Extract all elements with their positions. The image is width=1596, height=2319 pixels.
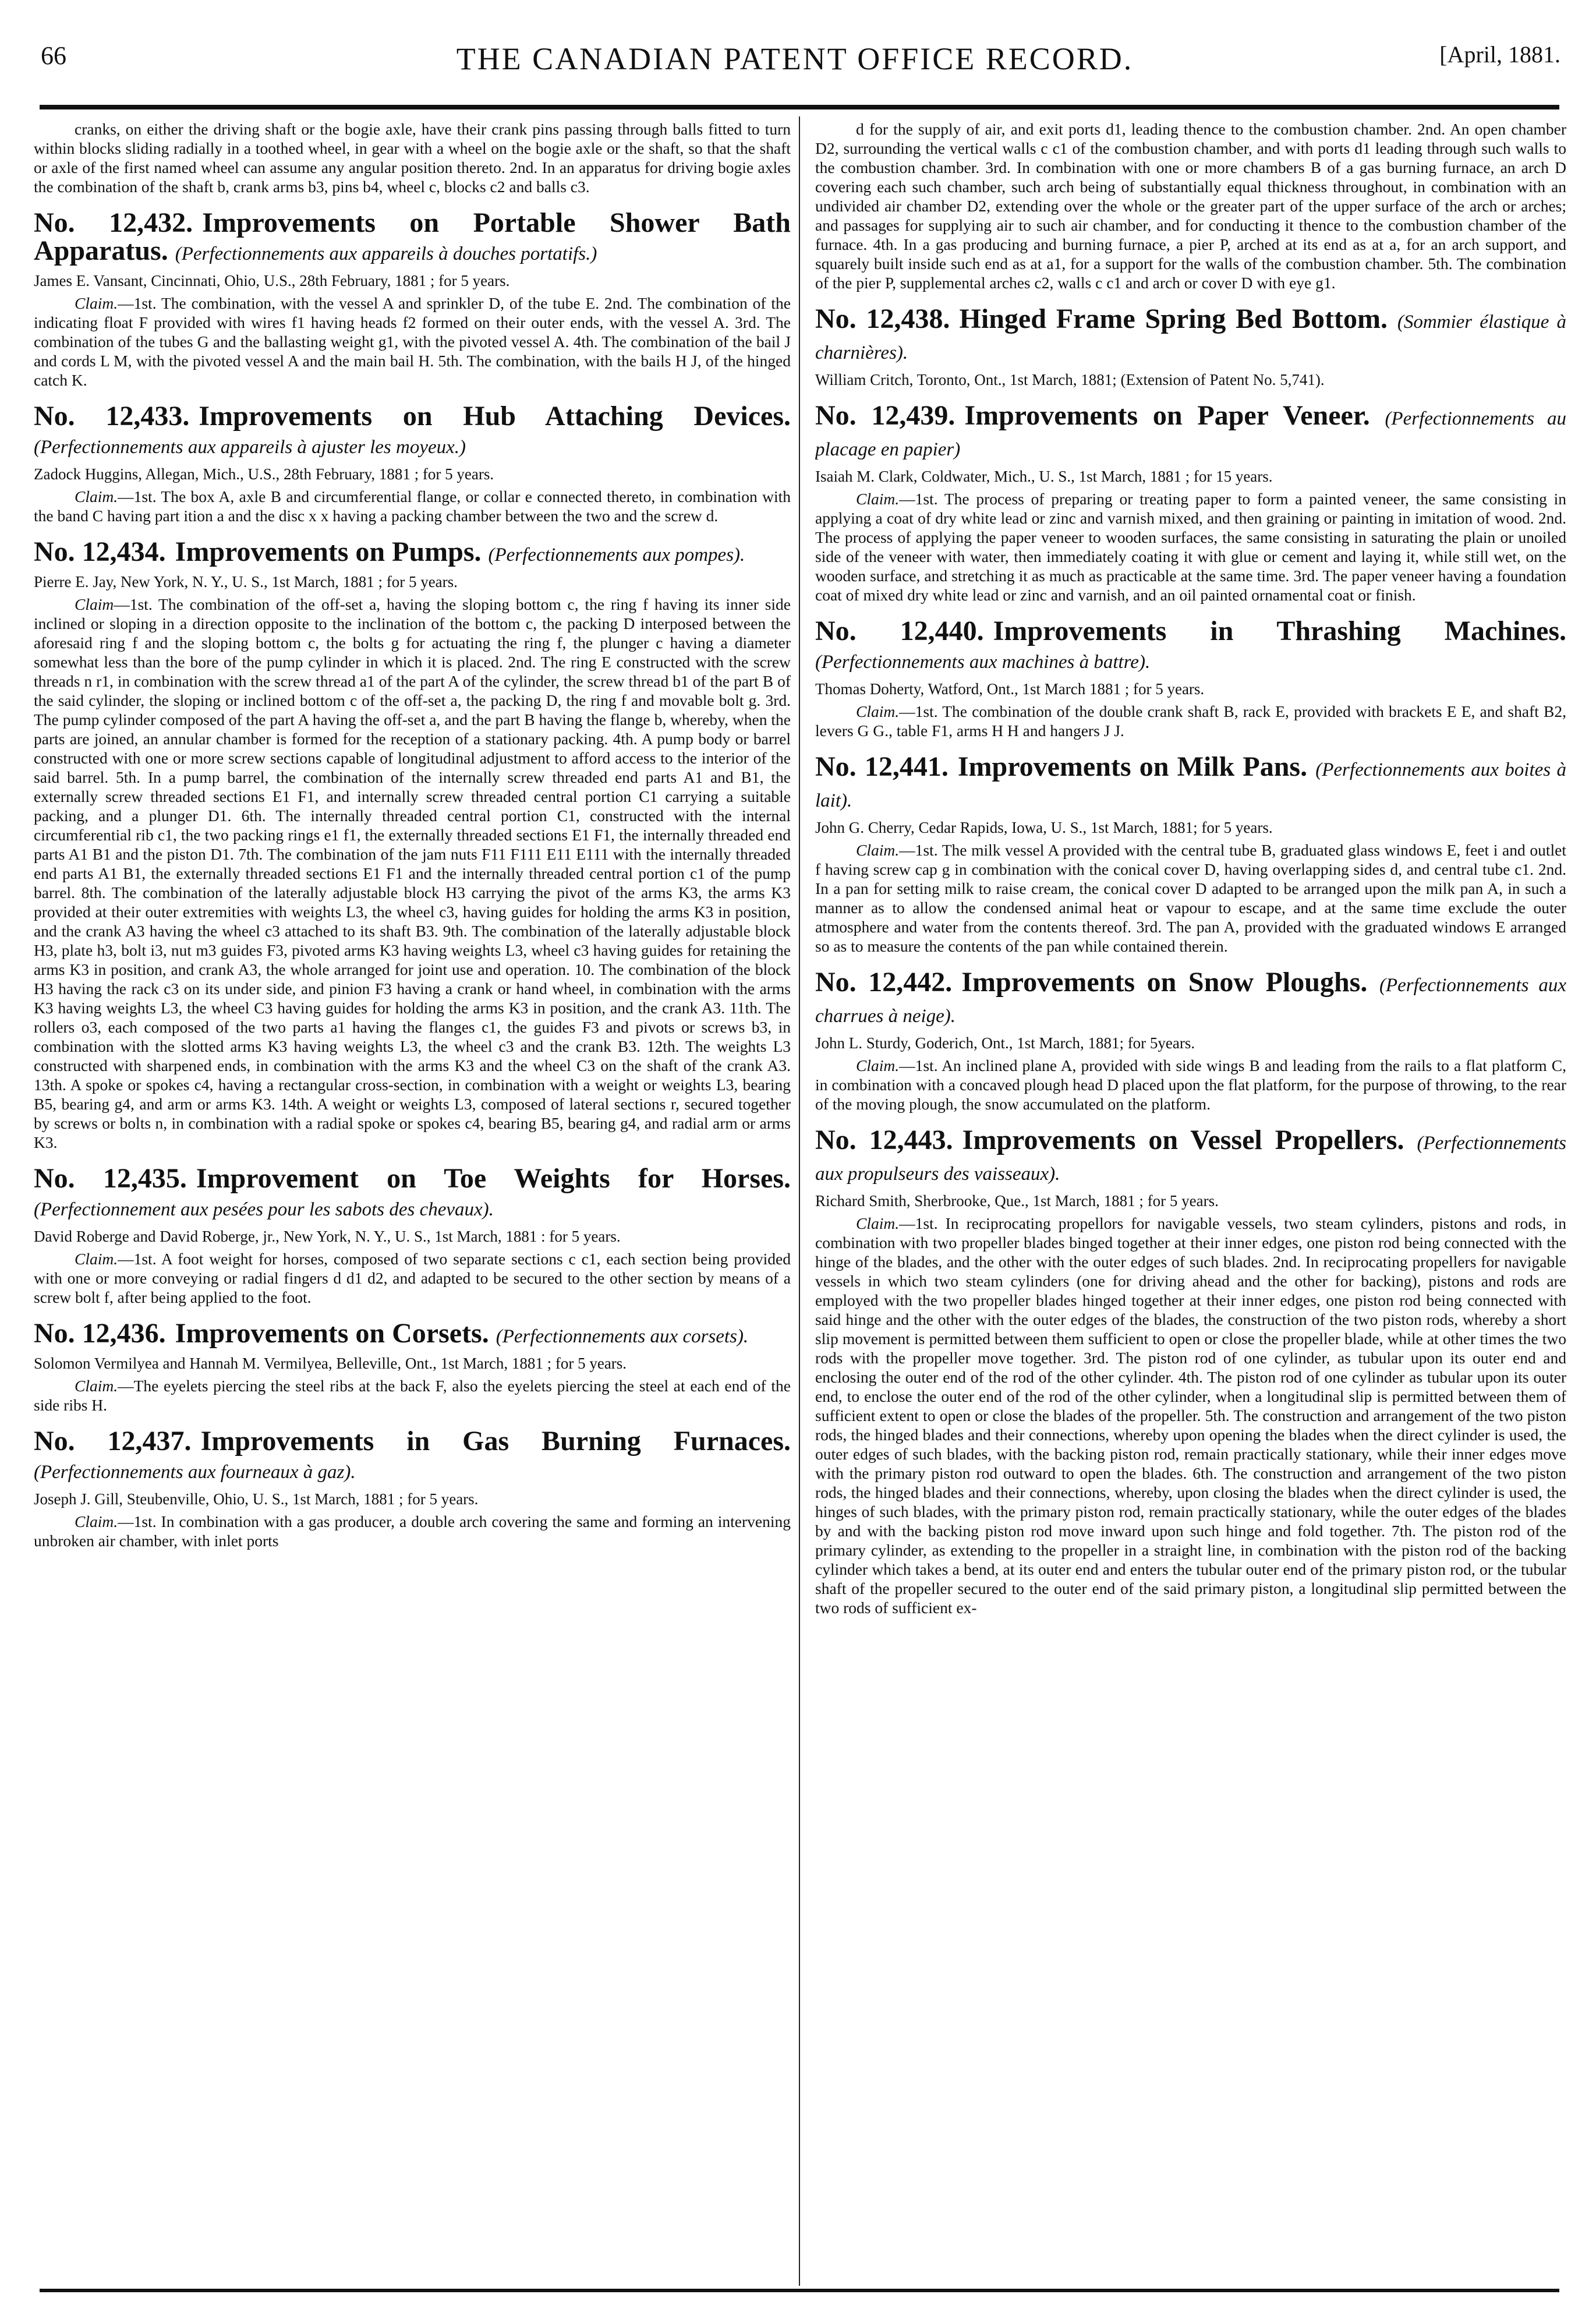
patent-claim [815,1056,1566,1113]
patent-french-title: (Perfectionnements aux pompes). [488,545,745,565]
claim-text: —1st. The box A, axle B and circumferential flange, or collar e connected thereto, in combination with the band C having part ition a and the disc x x having a packing chamber between the two and the screw d. [34,487,791,525]
claim-label: Claim. [856,841,900,859]
patent-heading [815,402,1566,464]
patent-number: No. 12,438. [815,303,950,334]
patent-number: No. 12,436. [34,1318,166,1349]
right-entries [815,305,1566,1617]
claim-label: Claim. [75,1250,118,1268]
patent-claim [815,702,1566,740]
patent-number: No. 12,434. [34,536,166,567]
patent-title: Improvements on Corsets. [175,1318,489,1349]
patent-french-title: (Perfectionnements aux propulseurs des vaisseaux). [815,1133,1566,1185]
patent-entry [815,305,1566,389]
patent-title: Improvements on Portable Shower Bath Apparatus. [34,207,791,266]
left-entries [34,209,791,1550]
patent-entry [815,968,1566,1113]
patent-french-title: (Perfectionnements aux charrues à neige). [815,975,1566,1027]
patent-applicant: William Critch, Toronto, Ont., 1st March, 1881; (Extension of Patent No. 5,741). [815,371,1325,388]
patent-french-title: (Perfectionnements aux boites à lait). [815,759,1566,811]
left-column [34,119,791,2286]
continued-text: d for the supply of air, and exit ports d1, leading thence to the combustion chamber. 2nd. An open chamber D2, surrounding the vertical walls c c1 of the combustion chamber, and with ports d1 leading through such walls to the combustion chamber. 3rd. In combination with one or more chambers B of a gas burning furnace, an arch D covering each such chamber, such arch being of substantially equal thickness throughout, in combination with an undivided air chamber D2, extending over the whole or the greater part of the upper surface of the arch or arches; and passages for supplying air to such air chamber, and for conducting it thence to the combustion chamber of the furnace. 4th. In a gas producing and burning furnace, a pier P, arched at its end as at a, for an arch support, and squarely built inside such end as at a1, for a support for the walls of the combustion chamber. 5th. The combination of the pier P, supplemental arches c2, walls c c1 and arch or cover D with eye g1. [815,120,1566,292]
patent-french-title: (Sommier élastique à charnières). [815,312,1566,363]
footer-rule [40,2289,1559,2292]
claim-label: Claim. [75,294,118,312]
patent-claim [34,1376,791,1415]
patent-title: Improvements on Paper Veneer. [964,400,1370,431]
patent-claim [815,1214,1566,1617]
claim-text: —1st. The process of preparing or treating paper to form a painted veneer, the same consisting in applying a coat of dry white lead or zinc and varnish mixed, and then graining or painting in imitation of wood. 2nd. The process of applying the paper veneer to wooden surfaces, the same consisting in saturating the plain or unoiled side of the veneer with water, then immediately coating it with glue or cement and laying it, while still wet, on the wooden surface, and stretching it as much as practicable at the same time. 3rd. The paper veneer having a foundation coat of mixed dry white lead or zinc and varnish, and an oil painted ornamental coat or finish. [815,490,1566,604]
patent-french-title: (Perfectionnements aux machines à battre). [815,652,1151,673]
claim-label: Claim. [75,1512,118,1530]
patent-entry [34,1427,791,1550]
patent-claim [815,840,1566,956]
patent-applicant: David Roberge and David Roberge, jr., New York, N. Y., U. S., 1st March, 1881 : for 5 years. [34,1228,621,1245]
patent-applicant: John G. Cherry, Cedar Rapids, Iowa, U. S., 1st March, 1881; for 5 years. [815,819,1273,836]
patent-title: Hinged Frame Spring Bed Bottom. [959,303,1388,334]
patent-number: No. 12,441. [815,751,949,782]
patent-claim [34,1512,791,1550]
patent-french-title: (Perfectionnements aux appareils à douches portatifs.) [175,243,597,264]
patent-heading [34,1320,791,1351]
patent-french-title: (Perfectionnements aux appareils à ajuster les moyeux.) [34,437,466,458]
patent-applicant: John L. Sturdy, Goderich, Ont., 1st March, 1881; for 5years. [815,1034,1195,1052]
claim-text: —1st. An inclined plane A, provided with side wings B and leading from the rails to a flat platform C, in combination with a concaved plough head D placed upon the flat platform, for the purpose of throwing, to the rear of the moving plough, the snow accumulated on the platform. [815,1056,1566,1113]
patent-heading [815,617,1566,676]
patent-heading [34,402,791,461]
patent-number: No. 12,443. [815,1125,953,1155]
patent-french-title: (Perfectionnement aux pesées pour les sabots des chevaux). [34,1199,494,1220]
column-divider [799,116,800,2286]
patent-entry [34,402,791,525]
patent-entry [34,1320,791,1415]
patent-heading [34,1427,791,1486]
claim-text: —1st. In reciprocating propellors for navigable vessels, two steam cylinders, pistons and rods, in combination with two propeller blades binged together at their inner edges, one piston rod being connected with the hinge of the blades, and the other with the outer edges of such blades. 2nd. In reciprocating propellers for navigable vessels in which two steam cylinders (one for driving ahead and the other for backing), pistons and rods are employed with the two propeller blades hinged together at their inner edges, one piston rod being connected with said hinge and the other with the outer edges of the blades, the construction of the two piston rods, whereby a short slip movement is permitted between them sufficient to open or close the propeller blade, while at other times the two rods with the propeller move together. 3rd. The piston rod of one cylinder, as tubular upon its outer end and enclosing the outer end of the rod of the other cylinder. 4th. The piston rod of one cylinder as tubular upon its outer end, to enclose the outer end of the rod of the other cylinder, when a longitudinal slip is permitted between them of sufficient extent to open or close the blades of the propeller. 5th. The construction and arrangement of the two piston rods, the hinged blades and their connections, whereby upon opening the blades when the direct cylinder is used, the outer edges of such blades, with the backing piston rod, remain practically stationary, while their inner edges move with the primary piston rod outward to open the blades. 6th. The construction and arrangement of the two piston rods, the hinged blades and their connections, whereby, upon closing the blades when the direct cylinder is used, the hinges of such blades, with the primary piston rod, remain practically stationary, while the outer edges of the blades by and with the backing piston rod move inward upon such hinge and fold together. 7th. The piston rod of the primary cylinder, as extending to the propeller in a straight line, in combination with the piston rod of the backing cylinder which takes a bend, at its outer end and enters the tubular outer end of the primary piston rod, or the tubular shaft of the propeller secured to the outer end of the said primary piston, a longitudinal slip permitted between the two rods of sufficient ex- [815,1214,1566,1617]
patent-claim [34,487,791,525]
patent-title: Improvements on Milk Pans. [957,751,1308,782]
patent-number: No. 12,442. [815,967,953,998]
patent-heading [34,209,791,268]
patent-applicant: Richard Smith, Sherbrooke, Que., 1st March, 1881 ; for 5 years. [815,1192,1219,1210]
patent-title: Improvements on Vessel Propellers. [962,1125,1404,1155]
patent-number: No. 12,432. [34,207,193,238]
patent-entry [815,753,1566,956]
patent-french-title: (Perfectionnements aux corsets). [496,1326,749,1347]
patent-heading [815,1126,1566,1188]
patent-applicant: Joseph J. Gill, Steubenville, Ohio, U. S., 1st March, 1881 ; for 5 years. [34,1490,479,1508]
header-rule [40,105,1559,109]
patent-heading [34,538,791,569]
patent-entry [34,538,791,1152]
patent-heading [34,1165,791,1224]
patent-entry [815,1126,1566,1617]
patent-entry [34,1165,791,1307]
patent-title: Improvements in Gas Burning Furnaces. [200,1426,791,1457]
running-title: THE CANADIAN PATENT OFFICE RECORD. [456,41,1134,76]
patent-applicant: Thomas Doherty, Watford, Ont., 1st March 1881 ; for 5 years. [815,680,1205,698]
patent-applicant: Solomon Vermilyea and Hannah M. Vermilyea, Belleville, Ont., 1st March, 1881 ; for 5 years. [34,1355,627,1372]
page-header [41,35,1595,87]
claim-label: Claim [75,595,114,613]
patent-number: No. 12,437. [34,1426,192,1457]
patent-claim [815,489,1566,605]
claim-label: Claim. [856,490,900,508]
patent-title: Improvements on Snow Ploughs. [961,967,1368,998]
patent-applicant: Pierre E. Jay, New York, N. Y., U. S., 1st March, 1881 ; for 5 years. [34,573,458,591]
patent-applicant: James E. Vansant, Cincinnati, Ohio, U.S., 28th February, 1881 ; for 5 years. [34,272,510,289]
issue-date: [April, 1881. [1439,41,1560,68]
patent-french-title: (Perfectionnements au placage en papier) [815,408,1566,460]
claim-text: —1st. A foot weight for horses, composed of two separate sections c c1, each section being provided with one or more conveying or radial fingers d d1 d2, and adapted to be secured to the other section by means of a screw bolt f, after being applied to the foot. [34,1250,791,1306]
claim-text: —1st. The milk vessel A provided with the central tube B, graduated glass windows E, feet i and outlet f having screw cap g in combination with the conical cover D, having overlapping sides d, and central tube c1. 2nd. In a pan for setting milk to raise cream, the conical cover D adapted to be arranged upon the milk pan A, in such a manner as to allow the condensed animal heat or vapour to escape, and at the same time exclude the outer atmosphere and water from the contents thereof. 3rd. The pan A, provided with the graduated windows E arranged so as to measure the contents of the pan while contained therein. [815,841,1566,955]
patent-heading [815,968,1566,1030]
claim-label: Claim. [75,487,118,505]
patent-number: No. 12,433. [34,401,190,432]
claim-text: —1st. The combination, with the vessel A and sprinkler D, of the tube E. 2nd. The combination of the indicating float F provided with wires f1 having heads f2 formed on their outer ends, with the vessel A. 3rd. The combination of the tubes G and the ballasting weight g1, with the pivoted vessel A. 4th. The combination of the bail J and cords L M, with the pivoted vessel A and the main bail H. 5th. The combination, with the bails H J, of the hinged catch K. [34,294,791,389]
patent-entry [815,402,1566,605]
claim-label: Claim. [856,1214,900,1232]
claim-text: —The eyelets piercing the steel ribs at the back F, also the eyelets piercing the steel at each end of the side ribs H. [34,1377,791,1414]
claim-text: —1st. The combination of the off-set a, having the sloping bottom c, the ring f having its inner side inclined or sloping in a direction opposite to the inclination of the bottom c, the packing D interposed between the aforesaid ring f and the sloping bottom c, the bolts g for actuating the ring f, the plunger c having a diameter somewhat less than the bore of the pump cylinder in which it is placed. 2nd. The ring E constructed with the screw threads n r1, in combination with the screw thread a1 of the part A of the cylinder, the screw thread b1 of the part B of the said cylinder, the sloping or inclined bottom c of the off-set a, the packing D, the ring f and movable bolt g. 3rd. The pump cylinder composed of the part A having the off-set a, and the part B having the flange b, whereby, when the parts are joined, an annular chamber is formed for the reception of a stationary packing. 4th. A pump body or barrel constructed with one or more screw sections capable of longitudinal adjustment to afford access to the interior of the said barrel. 5th. In a pump barrel, the combination of the internally screw threaded end parts A1 and B1, the externally screw threaded sections E1 F1, and internally screw threaded central portion C1 carrying a suitable packing, and a plunger D1. 6th. The internally threaded central portion C1, constructed with the internal circumferential rib c1, the two packing rings e1 f1, the externally threaded sections E1 F1, the internally threaded end parts A1 B1 and the piston D1. 7th. The combination of the jam nuts F11 F111 E11 E111 with the internally threaded end parts A1 B1, the externally threaded sections E1 F1 and the internally threaded central portion c1 of the pump barrel. 8th. The combination of the laterally adjustable block H3 carrying the pivot of the arms K3, the arms K3 provided at their outer extremities with weights L3, the wheel c3, having guides for holding the arms K3 in position, and the crank A3 having the wheel c3 attached to its shaft B3. 9th. The combination of the laterally adjustable block H3, plate h3, bolt i3, nut m3 guides F3, pivoted arms K3 having weights L3, wheel c3 having guides for retaining the arms K3 in position, and crank A3, the whole arranged for joint use and operation. 10. The combination of the block H3 having the rack c3 on its under side, and pinion F3 having a crank or hand wheel, in combination with the arms K3 having weights L3, the wheel C3 having guides for holding the arms K3 in position, and the crank A3. 11th. The rollers o3, each composed of the two parts a1 having the flanges c1, the guides F3 and pivots or screws b3, in combination with the slotted arms K3 having weights L3, the wheel c3 and the crank B3. 12th. The weights L3 constructed with sharpened ends, in combination with the arms K3 and the wheel C3 on the shaft of the crank A3. 13th. A spoke or spokes c4, having a rectangular cross-section, in combination with a weight or weights L3, bearing B5, bearing g4, and arm or arms K3. 14th. A weight or weights L3, composed of lateral sections r, secured together by screws or bolts n, in combination with a radial spoke or spokes c4, bearing B5, bearing g4, and radial arm or arms K3. [34,595,791,1151]
claim-text: —1st. The combination of the double crank shaft B, rack E, provided with brackets E E, and shaft B2, levers G G., table F1, arms H H and hangers J J. [815,702,1566,740]
patent-title: Improvements on Hub Attaching Devices. [199,401,791,432]
claim-label: Claim. [856,702,900,720]
patent-french-title: (Perfectionnements aux fourneaux à gaz). [34,1462,356,1483]
patent-number: No. 12,435. [34,1163,187,1194]
claim-label: Claim. [75,1377,118,1395]
patent-applicant: Isaiah M. Clark, Coldwater, Mich., U. S., 1st March, 1881 ; for 15 years. [815,468,1273,485]
patent-number: No. 12,439. [815,400,956,431]
patent-title: Improvements on Pumps. [175,536,482,567]
patent-title: Improvements in Thrashing Machines. [993,616,1566,646]
patent-number: No. 12,440. [815,616,984,646]
patent-applicant: Zadock Huggins, Allegan, Mich., U.S., 28th February, 1881 ; for 5 years. [34,465,494,483]
page-number: 66 [41,41,66,70]
patent-heading [815,753,1566,815]
continued-text: cranks, on either the driving shaft or the bogie axle, have their crank pins passing through balls fitted to turn within blocks sliding radially in a toothed wheel, in gear with a wheel on the bogie axle or the shaft, so that the shaft or axle of the first named wheel can assume any angular position thereto. 2nd. In an apparatus for driving bogie axles the combination of the shaft b, crank arms b3, pins b4, wheel c, blocks c2 and balls c3. [34,120,791,196]
claim-text: —1st. In combination with a gas producer, a double arch covering the same and forming an intervening unbroken air chamber, with inlet ports [34,1512,791,1550]
patent-claim [34,294,791,390]
claim-label: Claim. [856,1056,900,1074]
patent-claim [34,595,791,1152]
patent-heading [815,305,1566,367]
patent-entry [815,617,1566,740]
patent-entry [34,209,791,390]
patent-claim [34,1249,791,1307]
right-column [815,119,1566,2286]
patent-title: Improvement on Toe Weights for Horses. [196,1163,791,1194]
